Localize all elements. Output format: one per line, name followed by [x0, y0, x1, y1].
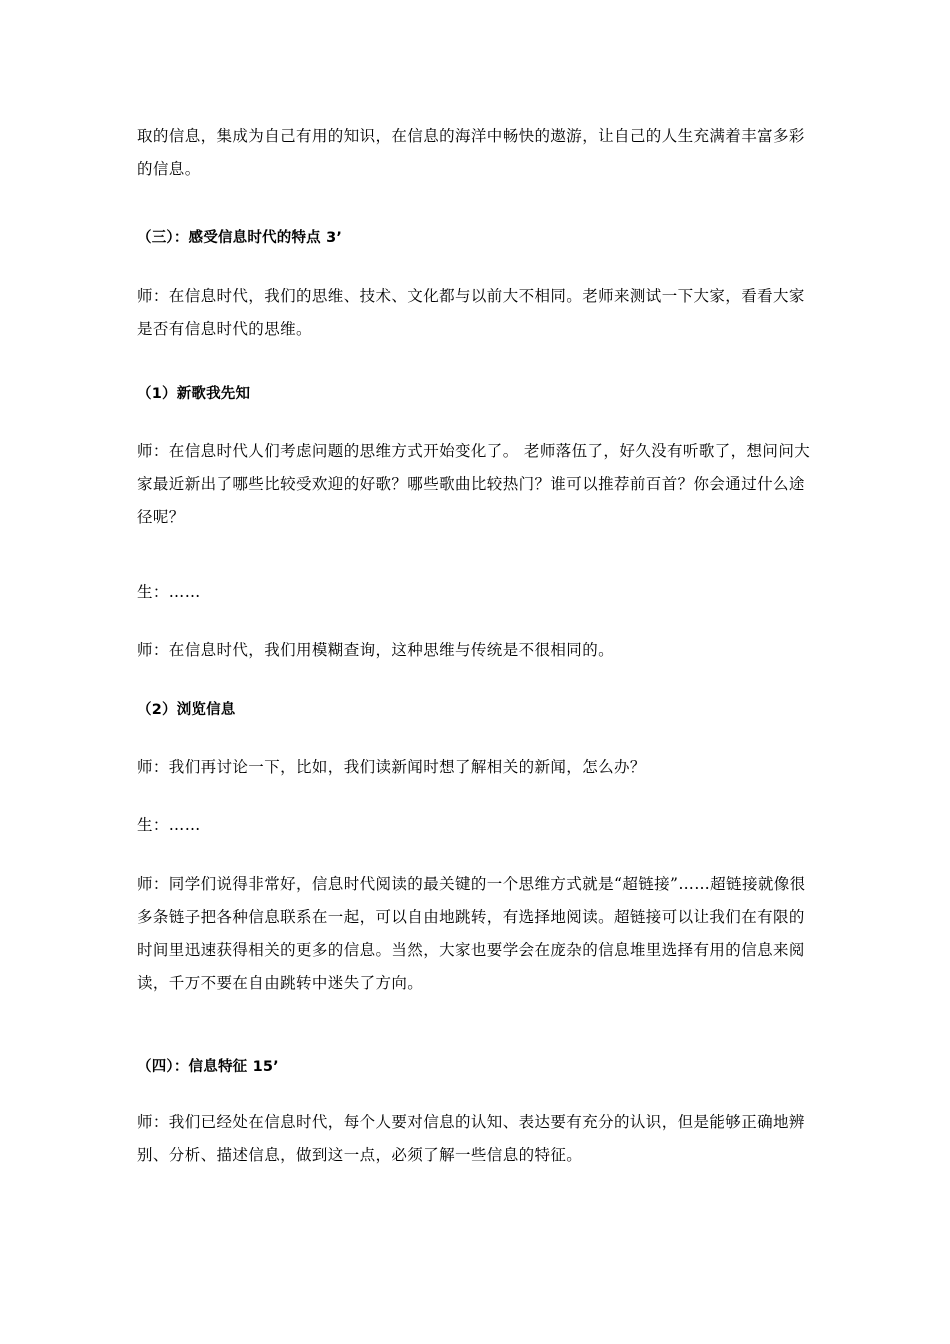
paragraph-student-2: 生：……: [137, 816, 201, 834]
paragraph-teacher-4: 师：我们再讨论一下，比如，我们读新闻时想了解相关的新闻，怎么办？: [137, 758, 646, 776]
paragraph-teacher-2: 师：在信息时代人们考虑问题的思维方式开始变化了。 老师落伍了，好久没有听歌了，想问问大家最近新出了哪些比较受欢迎的好歌？哪些歌曲比较热门？谁可以推荐前百首？你会通过什么途径呢？: [137, 442, 811, 526]
subheading-browse-info: （2）浏览信息: [137, 702, 236, 718]
subheading-new-songs: （1）新歌我先知: [137, 386, 251, 402]
paragraph-teacher-5: 师：同学们说得非常好，信息时代阅读的最关键的一个思维方式就是“超链接”……超链接就像很多条链子把各种信息联系在一起，可以自由地跳转，有选择地阅读。超链接可以让我们在有限的时间里迅速获得相关的更多的信息。当然，大家也要学会在庞杂的信息堆里选择有用的信息来阅读，千万不要在自由跳转中迷失了方向。: [137, 875, 806, 992]
section-heading-4: （四）：信息特征 15’: [137, 1059, 279, 1075]
paragraph-student-1: 生：……: [137, 583, 201, 601]
section-heading-3: （三）：感受信息时代的特点 3’: [137, 230, 343, 246]
paragraph-teacher-3: 师：在信息时代，我们用模糊查询，这种思维与传统是不很相同的。: [137, 641, 615, 659]
paragraph-teacher-6: 师：我们已经处在信息时代，每个人要对信息的认知、表达要有充分的认识，但是能够正确地辨别、分析、描述信息，做到这一点，必须了解一些信息的特征。: [137, 1113, 805, 1164]
paragraph-intro-continuation: 取的信息，集成为自己有用的知识，在信息的海洋中畅快的遨游，让自己的人生充满着丰富多彩的信息。: [137, 127, 805, 178]
paragraph-teacher-1: 师：在信息时代，我们的思维、技术、文化都与以前大不相同。老师来测试一下大家，看看大家是否有信息时代的思维。: [137, 287, 805, 338]
